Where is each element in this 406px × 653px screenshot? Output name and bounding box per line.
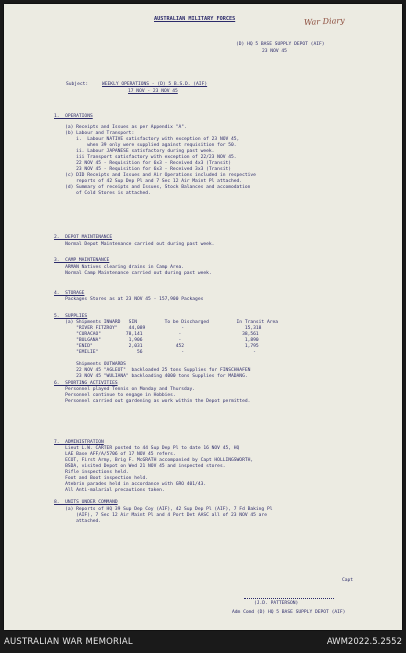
body-line: Personnel played Tennis on Monday and Thursday. xyxy=(54,387,196,392)
unit-line: (D) HQ 5 BASE SUPPLY DEPOT (AIF) xyxy=(236,42,325,47)
section-heading: 6. SPORTING ACTIVITIES xyxy=(54,381,118,386)
body-line: All Anti-malarial precautions taken. xyxy=(54,488,165,493)
body-line: Normal Depot Maintenance carried out during past week. xyxy=(54,242,215,247)
document-page xyxy=(4,4,402,630)
body-line: LAE Base AFF/A/5706 of 17 NOV 45 refers. xyxy=(54,452,176,457)
body-line: 23 NOV 45 - Requisition for 6x3 - Received 3x3 (Transit) xyxy=(54,167,232,172)
date-line: 23 NOV 45 xyxy=(262,49,287,54)
body-line: iii Transport satisfactory with exception of 22/23 NOV 45. xyxy=(54,155,237,160)
body-line: Rifle inspections held. xyxy=(54,470,129,475)
section-heading: 1. OPERATIONS xyxy=(54,114,93,119)
body-line: Shipments OUTWARDS xyxy=(54,362,126,367)
body-line: Personnel carried out gardening as work within the Depot permitted. xyxy=(54,399,251,404)
body-line: of Cold Stores is attached. xyxy=(54,191,151,196)
section-heading: 2. DEPOT MAINTENANCE xyxy=(54,235,113,240)
body-line: i. Labour NATIVE satisfactory with exception of 23 NOV 45, xyxy=(54,137,240,142)
body-line: "CURACAO" 78,141 - 38,561 xyxy=(54,332,259,337)
document-header: AUSTRALIAN MILITARY FORCES xyxy=(154,16,236,22)
body-line: (a) Reports of HQ 39 Sup Dep Coy (AIF), 42 Sup Dep Pl (AIF), 7 Fd Baking Pl xyxy=(54,507,273,512)
body-line: 23 NOV 45 "WULIANA" backloading 4000 tons Supplies for MADANG. xyxy=(54,374,248,379)
section-heading: 4. STORAGE xyxy=(54,291,85,296)
body-line: 22 NOV 45 - Requisition for 6x3 - Received 4x3 (Transit) xyxy=(54,161,232,166)
body-line: (b) Labour and Transport: xyxy=(54,131,135,136)
body-line: (a) Shipments INWARD SIN To be Discharged In Transit Area xyxy=(54,320,279,325)
subject-period: 17 NOV - 23 NOV 45 xyxy=(128,89,178,94)
subject-label: Subject: xyxy=(66,82,89,87)
body-line: attached. xyxy=(54,519,102,524)
footer-id: AWM2022.5.2552 xyxy=(326,637,402,647)
section-heading: 7. ADMINISTRATION xyxy=(54,440,104,445)
body-line: Atebrin parades held in accordance with GRO 401/43. xyxy=(54,482,207,487)
body-line: reports of 42 Sup Dep Pl and 7 Sec 12 Air Maint Pl attached. xyxy=(54,179,243,184)
body-line: Personnel continue to engage in Hobbies. xyxy=(54,393,176,398)
body-line: Foot and Boot inspection held. xyxy=(54,476,149,481)
section-heading: 8. UNITS UNDER COMMAND xyxy=(54,500,118,505)
body-line: "RIVER FITZROY" 44,089 - 15,318 xyxy=(54,326,262,331)
body-line: "ENID" 2,031 452 1,795 xyxy=(54,344,259,349)
subject: WEEKLY OPERATIONS - (D) 5 B.S.D. (AIF) xyxy=(102,82,208,87)
footer-credit: AUSTRALIAN WAR MEMORIAL xyxy=(4,637,133,647)
body-line: ECOT, First Army, Brig F. McGRATH accompanied by Capt HOLLINGSWORTH, xyxy=(54,458,254,463)
handwritten-note: War Diary xyxy=(303,15,345,28)
body-line: ARMAN Natives clearing drains in Camp Area. xyxy=(54,265,184,270)
body-line: Packages Stores as at 23 NOV 45 - 157,900 Packages xyxy=(54,297,204,302)
body-line: "BULGANA" 1,906 - 1,890 xyxy=(54,338,259,343)
footer-bar xyxy=(0,631,406,653)
body-line: Normal Camp Maintenance carried out during past week. xyxy=(54,271,212,276)
body-line: (AIF), 7 Sec 12 Air Maint Pl and 4 Port Det AASC all of 23 NOV 45 are xyxy=(54,513,267,518)
body-line: ii. Labour JAPANESE satisfactory during past week. xyxy=(54,149,215,154)
signature-line xyxy=(244,598,334,599)
section-heading: 3. CAMP MAINTENANCE xyxy=(54,258,110,263)
body-line: Lieut L.W. CARTER posted to 44 Sup Dep Pl to date 16 NOV 45, HQ xyxy=(54,446,240,451)
body-line: 22 NOV 45 "AGLEOT" backloaded 25 tons Supplies for FINSCHHAFEN xyxy=(54,368,251,373)
body-line: "EMILIE" 56 - - xyxy=(54,350,256,355)
signature-rank: Capt xyxy=(342,578,354,583)
body-line: when 39 only were supplied against requisition for 50. xyxy=(54,143,237,148)
section-heading: 5. SUPPLIES xyxy=(54,314,88,319)
signature-name: (J.D. PATTERSON) xyxy=(254,601,299,606)
body-line: (c) DID Receipts and Issues and Air Operations included in respective xyxy=(54,173,256,178)
body-line: (d) Summary of receipts and Issues, Stock Balances and accomodation xyxy=(54,185,251,190)
signature-title: Adm Comd (D) HQ 5 BASE SUPPLY DEPOT (AIF) xyxy=(232,610,346,615)
body-line: (a) Receipts and Issues as per Appendix "A". xyxy=(54,125,187,130)
body-line: BSDA, visited Depot on Wed 21 NOV 45 and inspected stores. xyxy=(54,464,226,469)
